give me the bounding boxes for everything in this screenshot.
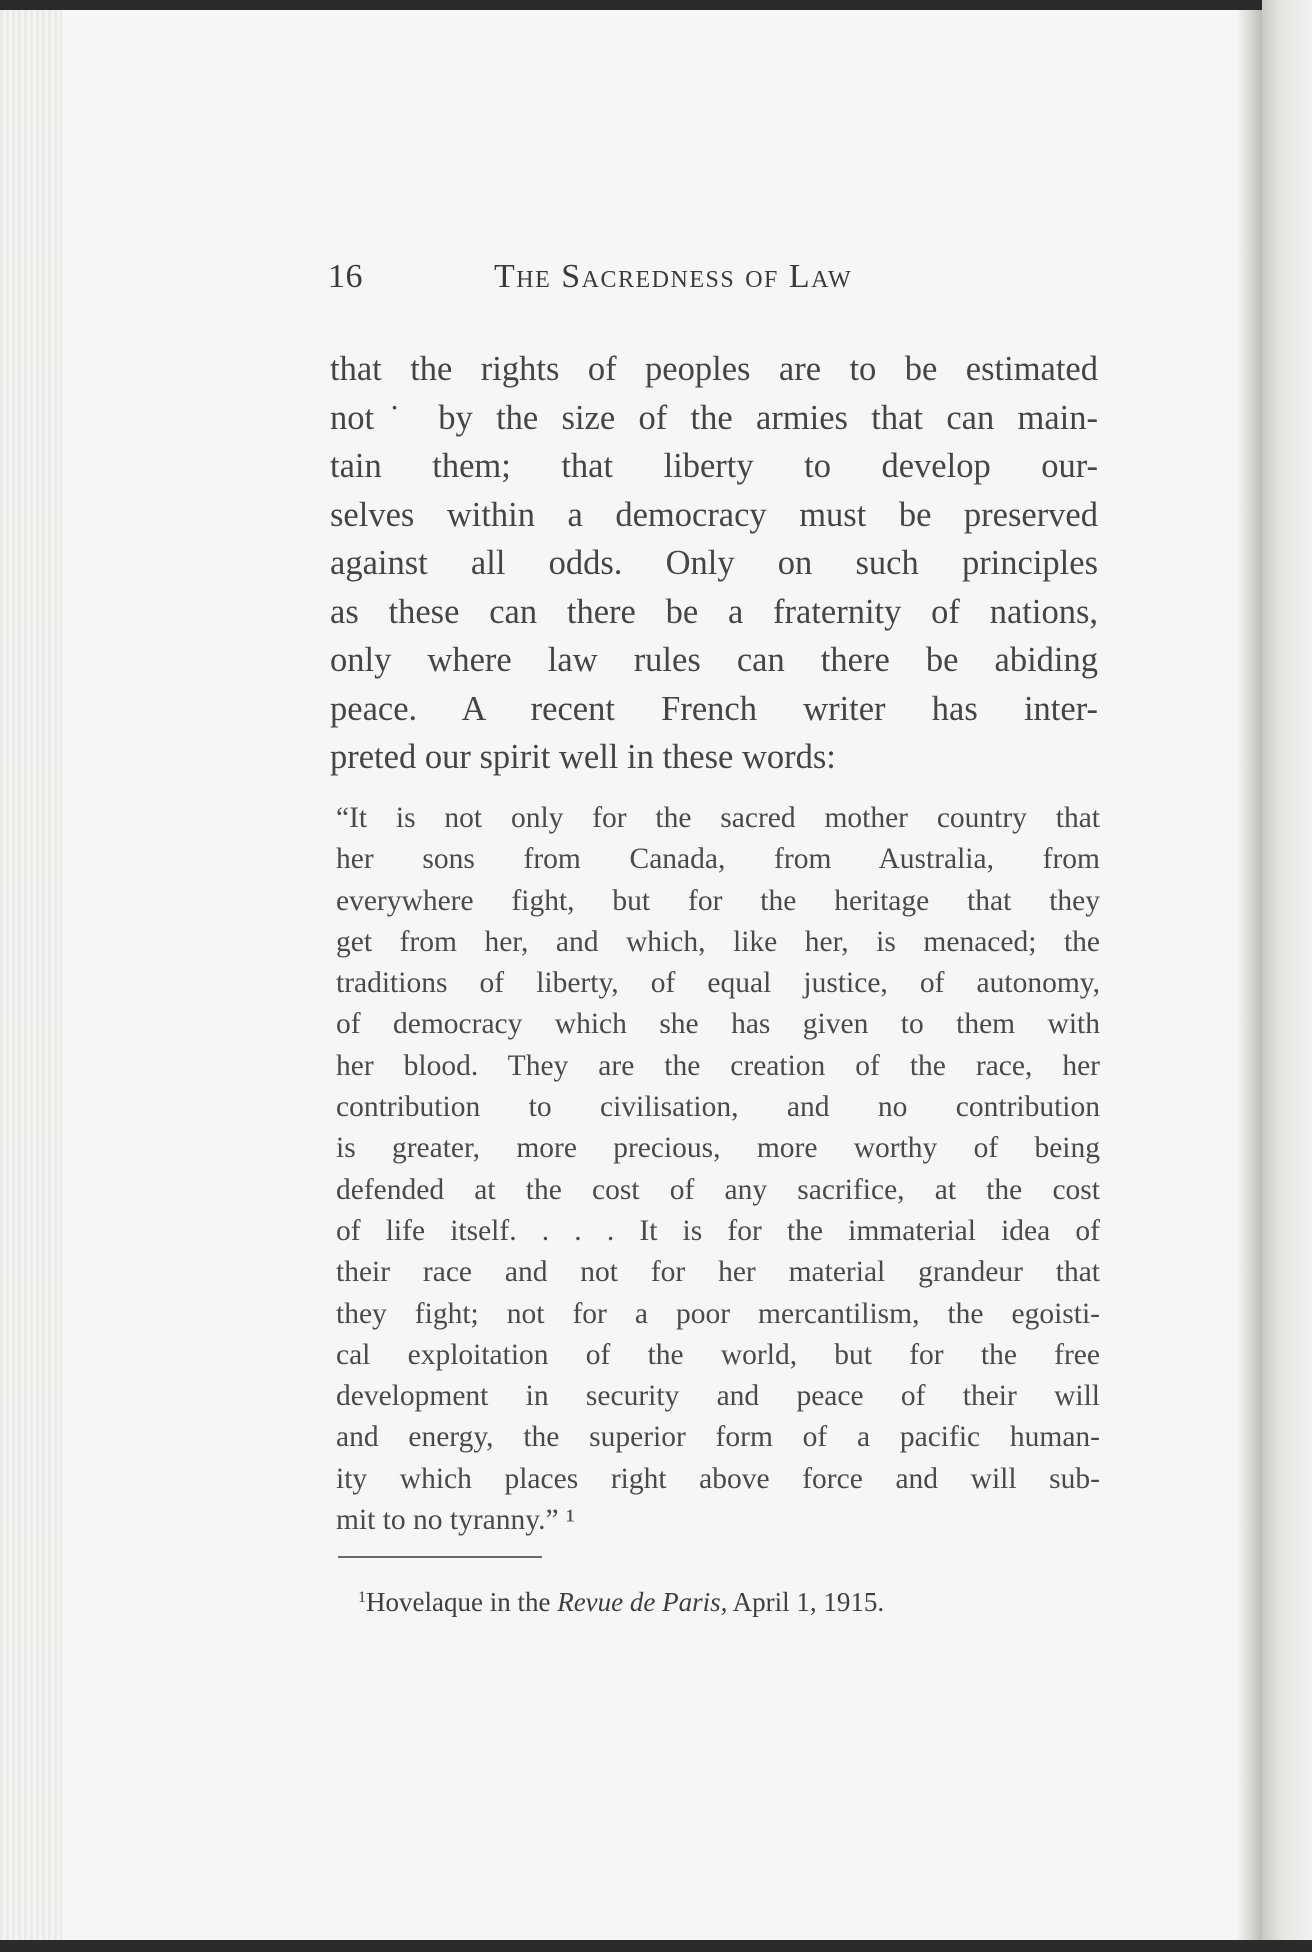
footnote-rule — [338, 1556, 542, 1558]
body-line: not˙ by the size of the armies that can main- — [330, 398, 1098, 437]
quote-line: and energy, the superior form of a pacific human- — [336, 1421, 1100, 1454]
quote-line: of democracy which she has given to them with — [336, 1008, 1100, 1041]
body-line: as these can there be a fraternity of nations, — [330, 592, 1098, 631]
running-title: The Sacredness of Law — [494, 258, 853, 295]
quote-line: “It is not only for the sacred mother country that — [336, 802, 1100, 834]
footnote-marker: 1 — [358, 1589, 366, 1606]
running-header — [328, 258, 1088, 308]
quote-line: get from her, and which, like her, is menaced; the — [336, 925, 1100, 958]
quote-line: cal exploitation of the world, but for the free — [336, 1338, 1100, 1371]
quote-line: development in security and peace of their will — [336, 1380, 1100, 1413]
body-line: selves within a democracy must be preserved — [330, 495, 1098, 534]
footnote-prefix: Hovelaque in the — [366, 1587, 558, 1617]
quote-line: everywhere fight, but for the heritage that they — [336, 884, 1100, 917]
footnote-date: April 1, 1915. — [727, 1587, 885, 1617]
quote-line: her blood. They are the creation of the race, her — [336, 1049, 1100, 1082]
quote-line: their race and not for her material grandeur that — [336, 1256, 1100, 1289]
quote-line: of life itself. . . . It is for the immaterial idea of — [336, 1214, 1100, 1247]
body-paragraph — [330, 345, 1098, 782]
quote-line: ity which places right above force and will sub- — [336, 1462, 1100, 1495]
quote-line: mit to no tyranny.” ¹ — [336, 1504, 575, 1537]
body-line: preted our spirit well in these words: — [330, 738, 836, 776]
body-line: only where law rules can there be abiding — [330, 641, 1098, 679]
facing-page-edge — [1262, 0, 1312, 1952]
body-line: that the rights of peoples are to be estimated — [330, 350, 1098, 388]
page-leaf-edges — [0, 10, 62, 1940]
quote-line: they fight; not for a poor mercantilism, the egoisti- — [336, 1297, 1100, 1330]
body-line: against all odds. Only on such principles — [330, 544, 1098, 582]
footnote — [358, 1580, 884, 1620]
block-quotation — [336, 798, 1100, 1541]
page-gutter-shadow — [1238, 10, 1262, 1940]
quote-line: defended at the cost of any sacrifice, at the cost — [336, 1173, 1100, 1206]
quote-line: her sons from Canada, from Australia, from — [336, 843, 1100, 876]
quote-line: is greater, more precious, more worthy of being — [336, 1132, 1100, 1165]
body-line: peace. A recent French writer has inter- — [330, 689, 1098, 728]
page-number: 16 — [328, 258, 363, 295]
scan-bottom-border — [0, 1940, 1312, 1952]
quote-line: contribution to civilisation, and no contribution — [336, 1091, 1100, 1124]
body-line: tain them; that liberty to develop our- — [330, 447, 1098, 485]
quote-line: traditions of liberty, of equal justice, of autonomy, — [336, 967, 1100, 1000]
footnote-source-title: Revue de Paris, — [557, 1587, 728, 1617]
book-page — [0, 10, 1262, 1940]
